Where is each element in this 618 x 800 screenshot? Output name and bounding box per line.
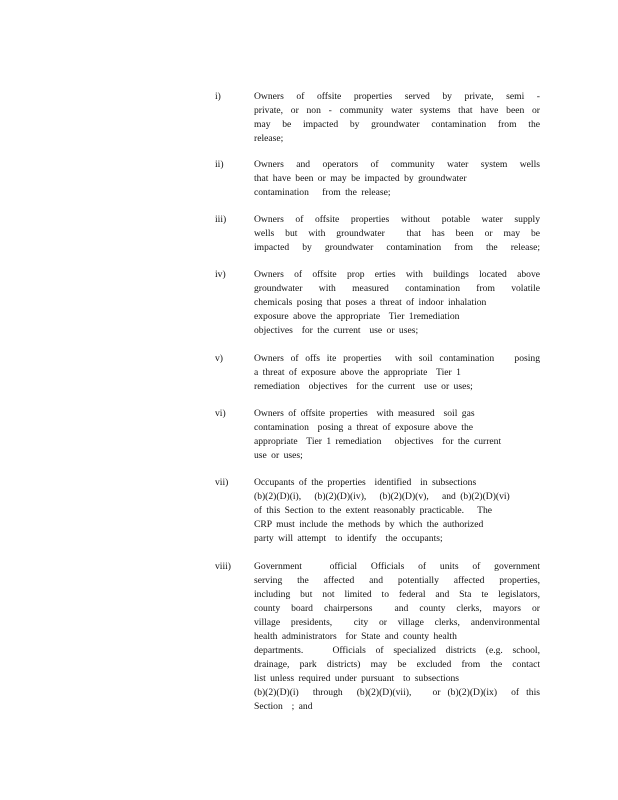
text-line: county board chairpersons and county clerks, mayors or: [254, 603, 540, 614]
item-text: [254, 158, 540, 200]
text-line: Section ; and: [254, 701, 313, 712]
text-line: Owners of offsite properties without potable water supply: [254, 214, 540, 225]
item-number: i): [215, 91, 221, 102]
item-number: iii): [215, 214, 227, 225]
text-line: appropriate Tier 1 remediation objectives for the current: [254, 436, 502, 447]
text-line: village presidents, city or village clerks, andenvironmental: [254, 617, 540, 628]
item-text: [254, 352, 540, 394]
text-line: Government official Officials of units of government: [254, 561, 540, 572]
text-line: party will attempt to identify the occupants;: [254, 533, 443, 544]
text-line: release;: [254, 133, 284, 144]
text-line: health administrators for State and county health: [254, 631, 457, 642]
item-number: ii): [215, 159, 224, 170]
text-line: wells but with groundwater that has been or may be: [254, 228, 540, 239]
text-line: CRP must include the methods by which the authorized: [254, 519, 484, 530]
text-line: serving the affected and potentially affected properties,: [254, 575, 540, 586]
item-number: vii): [215, 477, 229, 488]
text-line: (b)(2)(D)(i) through (b)(2)(D)(vii), or (b)(2)(D)(ix) of this: [254, 687, 540, 698]
text-line: drainage, park districts) may be excluded from the contact: [254, 659, 540, 670]
item-text: [254, 407, 540, 463]
item-number: iv): [215, 269, 226, 280]
item-number: viii): [215, 561, 231, 572]
text-line: a threat of exposure above the appropriate Tier 1: [254, 367, 461, 378]
text-line: including but not limited to federal and Sta te legislators,: [254, 589, 540, 600]
text-line: contamination from the release;: [254, 187, 391, 198]
item-number: vi): [215, 408, 226, 419]
text-line: contamination posing a threat of exposure above the: [254, 422, 474, 433]
text-line: departments. Officials of specialized districts (e.g. school,: [254, 645, 540, 656]
item-number: v): [215, 353, 223, 364]
item-text: [254, 90, 540, 146]
text-line: remediation objectives for the current use or uses;: [254, 381, 473, 392]
item-text: [254, 560, 540, 714]
text-line: Occupants of the properties identified in subsections: [254, 477, 477, 488]
text-line: Owners of offsite properties served by private, semi -: [254, 91, 540, 102]
text-line: objectives for the current use or uses;: [254, 325, 419, 336]
text-line: of this Section to the extent reasonably practicable. The: [254, 505, 493, 516]
text-line: Owners of offsite properties with measured soil gas: [254, 408, 475, 419]
item-text: [254, 213, 540, 255]
text-line: exposure above the appropriate Tier 1remediation: [254, 311, 460, 322]
text-line: that have been or may be impacted by groundwater: [254, 173, 467, 184]
text-line: use or uses;: [254, 450, 303, 461]
text-line: chemicals posing that poses a threat of indoor inhalation: [254, 297, 487, 308]
text-line: may be impacted by groundwater contamination from the: [254, 119, 540, 130]
text-line: private, or non - community water systems that have been or: [254, 105, 540, 116]
item-text: [254, 268, 540, 338]
text-line: impacted by groundwater contamination from the release;: [254, 242, 540, 253]
item-text: [254, 476, 540, 546]
text-line: Owners of offsite prop erties with buildings located above: [254, 269, 540, 280]
text-line: Owners and operators of community water system wells: [254, 159, 540, 170]
text-line: groundwater with measured contamination from volatile: [254, 283, 540, 294]
text-line: list unless required under pursuant to subsections: [254, 673, 460, 684]
text-line: Owners of offs ite properties with soil contamination posing: [254, 353, 540, 364]
text-line: (b)(2)(D)(i), (b)(2)(D)(iv), (b)(2)(D)(v), and (b)(2)(D)(vi): [254, 491, 510, 502]
